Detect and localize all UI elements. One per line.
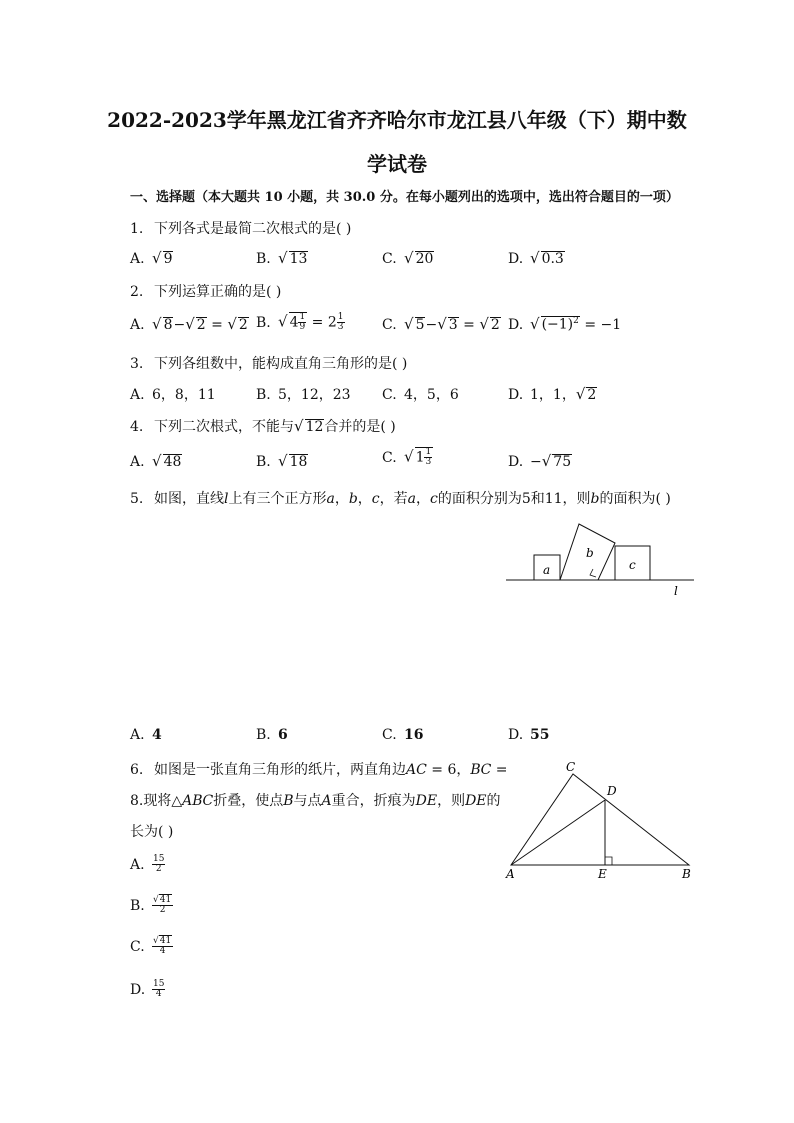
q6-option-a[interactable]: A. $\frac{15}{2}$ bbox=[130, 854, 165, 874]
q1-option-b[interactable]: B. √ 13 bbox=[256, 249, 308, 267]
q6-label-c: C bbox=[566, 760, 576, 774]
q6-label-a: A bbox=[506, 867, 515, 881]
q2-option-b[interactable]: B. √ 4 $\frac{1}{9}$ = 2 $\frac{1}{3}$ bbox=[256, 312, 344, 332]
q4-option-c[interactable]: C. √ 1 $\frac{1}{3}$ bbox=[382, 447, 432, 467]
q3-option-a[interactable]: A. 6，8，11 bbox=[130, 387, 216, 403]
q6-option-d[interactable]: D. $\frac{15}{4}$ bbox=[130, 979, 165, 999]
q6-triangle-abc bbox=[511, 774, 689, 865]
q4-option-a[interactable]: A. √ 48 bbox=[130, 452, 182, 470]
q2-option-a[interactable]: A. √ 8−√ 2 = √ 2 bbox=[130, 315, 248, 333]
q3-option-b[interactable]: B. 5，12，23 bbox=[256, 387, 351, 403]
question-6-line2: 8.现将△𝐴𝐵𝐶折叠，使点𝐵与点𝐴重合，折痕为𝐷𝐸，则𝐷𝐸的 bbox=[130, 793, 501, 809]
q3-option-c[interactable]: C. 4，5，6 bbox=[382, 387, 459, 403]
q5-option-c[interactable]: C. 16 bbox=[382, 727, 424, 743]
q5-figure bbox=[500, 515, 700, 600]
q5-label-a: a bbox=[543, 563, 551, 577]
question-6: 6. 如图是一张直角三角形的纸片，两直角边𝐴𝐶 = 6，𝐵𝐶 = bbox=[130, 762, 508, 778]
q3-option-d[interactable]: D. 1，1，√ 2 bbox=[508, 385, 597, 403]
q4-option-b[interactable]: B. √ 18 bbox=[256, 452, 308, 470]
q6-label-d: D bbox=[607, 784, 617, 798]
q4-option-d[interactable]: D. −√ 75 bbox=[508, 452, 572, 470]
q1-option-a[interactable]: A. √ 9 bbox=[130, 249, 173, 267]
question-6-line3: 长为( ) bbox=[130, 824, 174, 840]
q6-option-b[interactable]: B. $\frac{√41}{2}$ bbox=[130, 895, 172, 915]
q6-figure bbox=[498, 758, 698, 883]
q6-label-e: E bbox=[598, 867, 607, 881]
question-3: 3. 下列各组数中，能构成直角三角形的是( ) bbox=[130, 356, 408, 372]
question-2: 2. 下列运算正确的是( ) bbox=[130, 284, 282, 300]
question-4: 4. 下列二次根式，不能与√ 12合并的是( ) bbox=[130, 417, 396, 435]
q2-option-d[interactable]: D. √ $(-1)^2 = -1$ bbox=[508, 315, 622, 333]
q5-label-l: l bbox=[674, 584, 678, 598]
q1-option-c[interactable]: C. √ 20 bbox=[382, 249, 434, 267]
q5-label-c: c bbox=[629, 558, 636, 572]
q2-option-c[interactable]: C. √ 5−√ 3 = √ 2 bbox=[382, 315, 500, 333]
page-title-line1: 2022-2023学年黑龙江省齐齐哈尔市龙江县八年级（下）期中数 bbox=[107, 108, 687, 132]
q6-segment-ad bbox=[511, 800, 605, 865]
q5-option-b[interactable]: B. 6 bbox=[256, 727, 288, 743]
q6-option-c[interactable]: C. $\frac{√41}{4}$ bbox=[130, 936, 172, 956]
page-title-line2: 学试卷 bbox=[367, 152, 427, 176]
question-1: 1. 下列各式是最简二次根式的是( ) bbox=[130, 221, 352, 237]
q5-option-a[interactable]: A. 4 bbox=[130, 727, 162, 743]
q5-option-d[interactable]: D. 55 bbox=[508, 727, 550, 743]
question-5: 5. 如图，直线𝑙上有三个正方形𝑎，𝑏，𝑐，若𝑎，𝑐的面积分别为5和11，则𝑏的面积为( ) bbox=[130, 491, 671, 507]
q6-label-b: B bbox=[682, 867, 691, 881]
section-heading: 一、选择题（本大题共 10 小题，共 30.0 分。在每小题列出的选项中，选出符合题目的一项） bbox=[130, 190, 679, 205]
q5-label-b: b bbox=[586, 546, 594, 560]
q1-option-d[interactable]: D. √ 0.3 bbox=[508, 249, 564, 267]
